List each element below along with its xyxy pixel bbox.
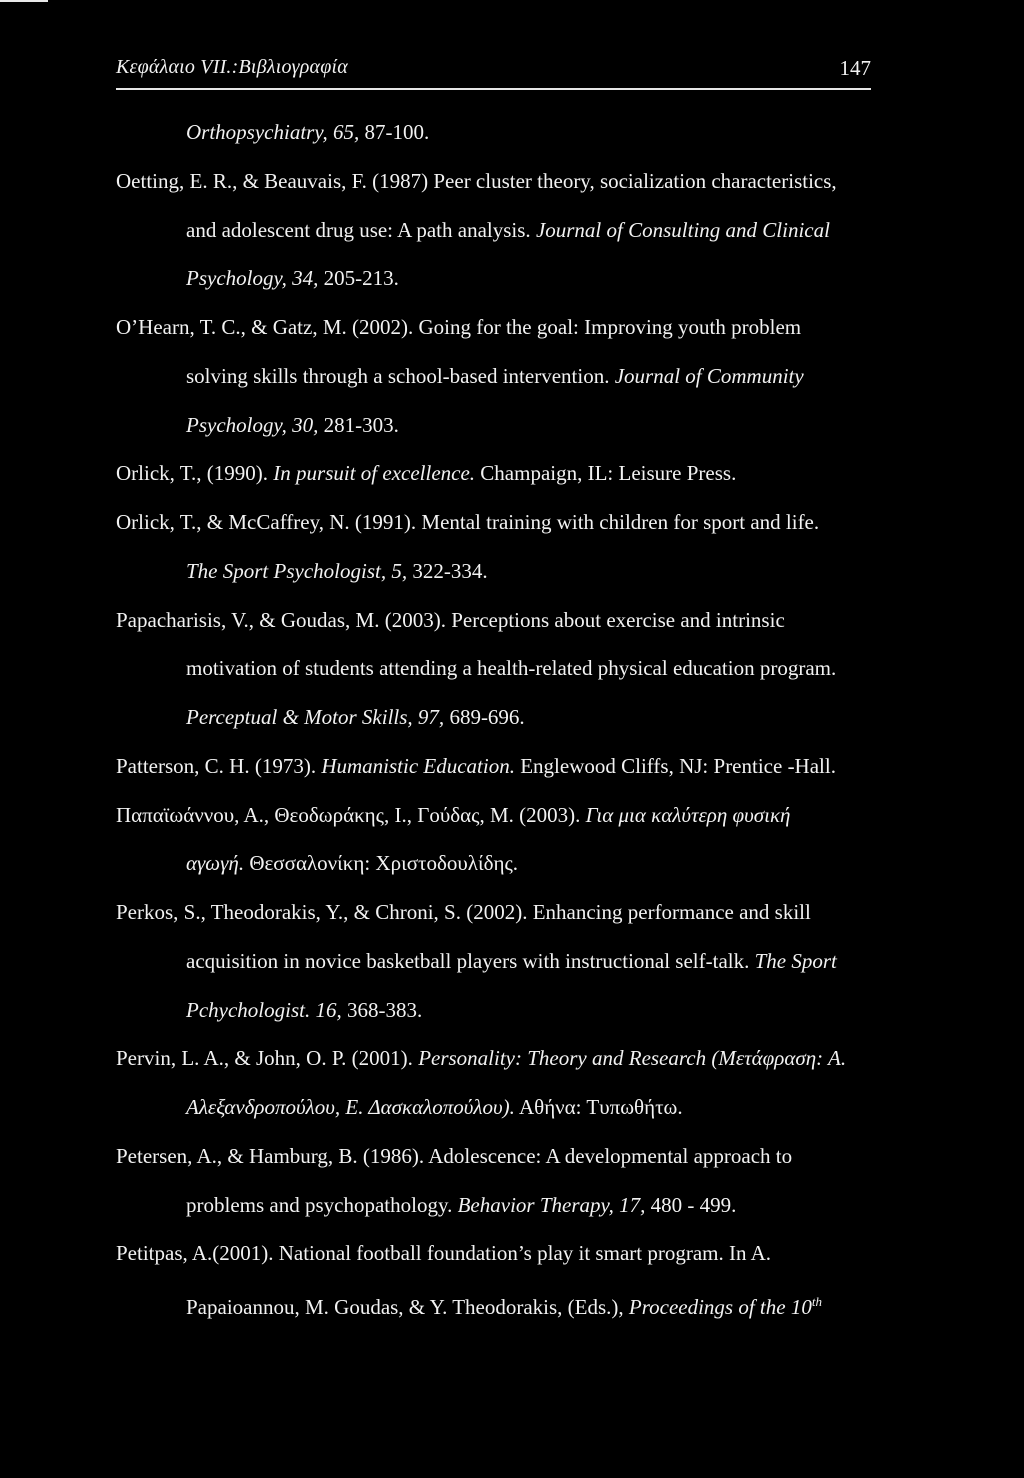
reference-entry-first-line <box>116 898 811 926</box>
text: Englewood Cliffs, NJ: Prentice -Hall. <box>514 753 836 778</box>
reference-entry-first-line <box>116 606 785 634</box>
italic-text: The Sport <box>754 948 837 973</box>
italic-text: Behavior Therapy, 17, <box>457 1192 646 1217</box>
reference-entry-continuation-line <box>186 849 518 877</box>
text: O’Hearn, T. C., & Gatz, M. (2002). Going for the goal: Improving youth problem <box>116 315 802 339</box>
text: 689-696. <box>444 705 525 729</box>
reference-entry-continuation-line <box>186 703 525 731</box>
text: 281-303. <box>318 412 399 437</box>
italic-text: Για μια καλύτερη φυσική <box>585 802 791 827</box>
italic-text: αγωγή. <box>186 851 245 876</box>
reference-entry-first-line <box>116 801 790 829</box>
text: Petersen, A., & Hamburg, B. (1986). Adolescence: A developmental approach to <box>116 1143 793 1168</box>
reference-entry-first-line <box>116 1142 792 1170</box>
reference-entry-continuation-line <box>186 216 830 244</box>
text: Champaign, IL: Leisure Press. <box>475 461 737 486</box>
reference-entry-first-line <box>116 1044 846 1072</box>
reference-entry-continuation-line <box>186 947 837 975</box>
text: Papaioannou, M. Goudas, & Y. Theodorakis, (Eds.), <box>186 1295 629 1319</box>
text: Oetting, E. R., & Beauvais, F. (1987) Peer cluster theory, socialization characteristics, <box>116 168 837 193</box>
italic-text: Journal of Consulting and Clinical <box>535 217 830 242</box>
text: Θεσσαλονίκη: Χριστοδουλίδης. <box>244 851 519 876</box>
reference-entry-first-line <box>116 459 736 487</box>
reference-entry-first-line <box>116 1239 771 1267</box>
text: 322-334. <box>407 558 488 583</box>
reference-entry-first-line <box>116 752 836 780</box>
italic-text: th <box>811 1294 822 1309</box>
reference-entry-first-line <box>116 508 819 536</box>
text: Παπαϊωάννου, Α., Θεοδωράκης, Ι., Γούδας, Μ. (2003). <box>116 802 586 827</box>
reference-entry-continuation-line <box>186 1093 683 1121</box>
text: Αθήνα: Τυπωθήτω. <box>514 1095 683 1119</box>
italic-text: The Sport Psychologist, 5, <box>186 558 408 583</box>
reference-entry-first-line <box>186 118 429 146</box>
text: Orlick, T., (1990). <box>116 461 274 486</box>
text: Petitpas, A.(2001). National football foundation’s play it smart program. In A. <box>116 1241 771 1266</box>
italic-text: Psychology, 34, <box>186 266 319 291</box>
text: 87-100. <box>359 120 430 144</box>
italic-text: Humanistic Education. <box>321 753 515 778</box>
reference-entry-continuation-line <box>186 362 804 390</box>
text: 368-383. <box>341 997 423 1022</box>
reference-entry-continuation-line <box>186 411 399 439</box>
reference-entry-first-line <box>116 313 801 341</box>
chapter-title: Κεφάλαιο VII.:Βιβλιογραφία <box>116 56 348 78</box>
text: Pervin, L. A., & John, O. P. (2001). <box>116 1046 419 1071</box>
reference-entry-continuation-line <box>186 1191 736 1219</box>
italic-text: Perceptual & Motor Skills, 97, <box>186 705 445 729</box>
italic-text: Personality: Theory and Research (Μετάφραση: Α. <box>418 1046 847 1071</box>
reference-entry-continuation-line <box>186 996 422 1024</box>
text: Orlick, T., & McCaffrey, N. (1991). Mental training with children for sport and life. <box>116 510 820 534</box>
reference-entry-first-line <box>116 167 837 195</box>
text: Papacharisis, V., & Goudas, M. (2003). Perceptions about exercise and intrinsic <box>116 607 785 632</box>
italic-text: Orthopsychiatry, 65, <box>186 120 360 144</box>
reference-entry-continuation-line <box>186 264 399 292</box>
text: Patterson, C. H. (1973). <box>116 753 322 778</box>
text: motivation of students attending a health-related physical education program. <box>186 656 837 681</box>
reference-entry-continuation-line <box>186 557 488 585</box>
text: problems and psychopathology. <box>186 1192 458 1217</box>
text: 205-213. <box>318 266 399 291</box>
italic-text: Pchychologist. 16, <box>186 997 342 1022</box>
italic-text: Psychology, 30, <box>186 412 319 437</box>
reference-entry-continuation-line <box>186 654 836 682</box>
text: Perkos, S., Theodorakis, Y., & Chroni, S. (2002). Enhancing performance and skill <box>116 900 811 924</box>
italic-text: Journal of Community <box>614 363 804 388</box>
text: and adolescent drug use: A path analysis. <box>186 217 536 242</box>
text: acquisition in novice basketball players with instructional self-talk. <box>186 948 755 973</box>
reference-entry-continuation-line <box>186 1288 822 1321</box>
italic-text: Proceedings of the 10 <box>628 1295 812 1319</box>
italic-text: Αλεξανδροπούλου, Ε. Δασκαλοπούλου). <box>186 1095 515 1119</box>
page-number: 147 <box>839 56 871 80</box>
text: solving skills through a school-based intervention. <box>186 363 615 388</box>
italic-text: In pursuit of excellence. <box>273 461 476 486</box>
text: 480 - 499. <box>645 1192 737 1217</box>
